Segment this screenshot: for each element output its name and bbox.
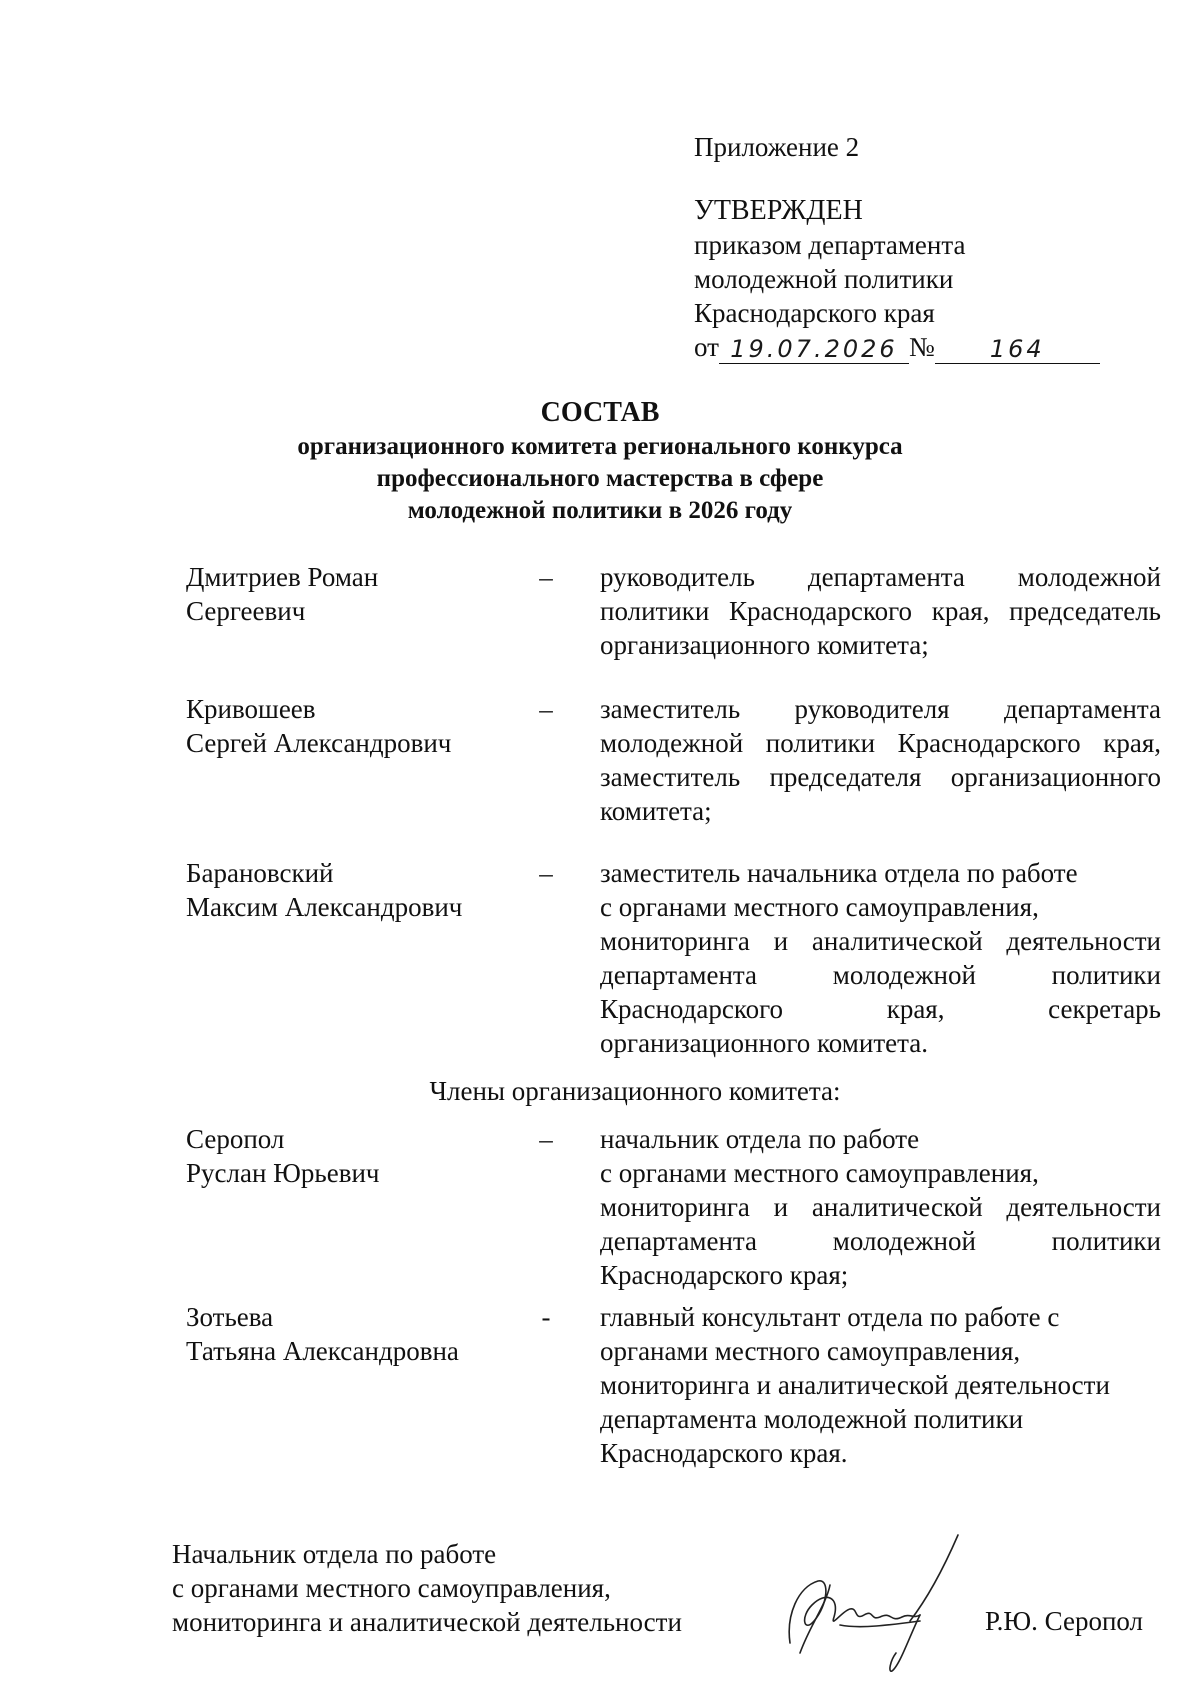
footer-position-line: Начальник отдела по работе [172, 1539, 497, 1569]
dash: – [539, 1124, 553, 1154]
order-date-number [694, 330, 1124, 364]
member-role-line: политики Краснодарского края, председатель [600, 596, 1161, 626]
members-heading: Члены организационного комитета: [429, 1076, 841, 1106]
dash: – [539, 858, 553, 888]
member-role-line: департамента молодежной политики [600, 1226, 1161, 1256]
member-role-line: молодежной политики Краснодарского края, [600, 728, 1161, 758]
signatory-name: Р.Ю. Серопол [985, 1606, 1144, 1636]
member-role-line: заместитель руководителя департамента [600, 694, 1161, 724]
approved-label: УТВЕРЖДЕН [694, 195, 863, 226]
member-role-line: руководитель департамента молодежной [600, 562, 1161, 592]
member-role-line: с органами местного самоуправления, [600, 892, 1039, 922]
member-name [186, 1300, 506, 1368]
number-sign: № [908, 332, 935, 362]
member-role [600, 692, 1161, 828]
title-heading: СОСТАВ [540, 397, 660, 428]
member-role-line: департамента молодежной политики [600, 960, 1161, 990]
signature-icon [770, 1525, 970, 1675]
member-role-line: с органами местного самоуправления, [600, 1158, 1039, 1188]
approval-line-3: Краснодарского края [694, 298, 935, 328]
member-name-line: Руслан Юрьевич [186, 1158, 380, 1188]
member-role-line: органами местного самоуправления, [600, 1336, 1021, 1366]
appendix-label: Приложение 2 [694, 132, 860, 162]
member-name-line: Сергеевич [186, 596, 306, 626]
member-role-line: мониторинга и аналитической деятельности [600, 1192, 1161, 1222]
member-name-line: Сергей Александрович [186, 728, 452, 758]
member-role-line: заместитель председателя организационного [600, 762, 1161, 792]
member-name-line: Зотьева [186, 1302, 274, 1332]
member-role-line: заместитель начальника отдела по работе [600, 858, 1078, 888]
member-role-line: комитета; [600, 796, 712, 826]
member-role-line: начальник отдела по работе [600, 1124, 920, 1154]
order-date: 19.07.2026 [719, 335, 909, 364]
member-name [186, 1122, 506, 1190]
approval-line-1: приказом департамента [694, 230, 966, 260]
member-name-line: Татьяна Александровна [186, 1336, 459, 1366]
member-name-line: Барановский [186, 858, 334, 888]
date-prefix: от [694, 332, 719, 362]
member-role-line: главный консультант отдела по работе с [600, 1302, 1060, 1332]
footer-position-line: мониторинга и аналитической деятельности [172, 1607, 682, 1637]
member-role-line: департамента молодежной политики [600, 1404, 1024, 1434]
member-role-line: Краснодарского края, секретарь [600, 994, 1161, 1024]
member-name-line: Максим Александрович [186, 892, 463, 922]
member-role [600, 1122, 1161, 1292]
member-name [186, 692, 506, 760]
dash: – [539, 562, 553, 592]
member-role-line: организационного комитета. [600, 1028, 928, 1058]
order-number: 164 [935, 335, 1100, 364]
member-role-line: мониторинга и аналитической деятельности [600, 926, 1161, 956]
title-line-3: молодежной политики в 2026 году [407, 497, 793, 524]
member-name [186, 560, 506, 628]
member-name-line: Серопол [186, 1124, 285, 1154]
member-role-line: Краснодарского края. [600, 1438, 848, 1468]
member-role-line: организационного комитета; [600, 630, 929, 660]
dash: – [539, 694, 553, 724]
document-title [0, 395, 1200, 527]
member-role-line: Краснодарского края; [600, 1260, 849, 1290]
dash: - [541, 1302, 551, 1332]
member-role [600, 856, 1161, 1060]
title-line-1: организационного комитета регионального конкурса [297, 433, 903, 460]
footer-position [172, 1537, 732, 1639]
handwritten-signature [770, 1525, 970, 1683]
member-role [600, 1300, 1161, 1470]
title-line-2: профессионального мастерства в сфере [376, 465, 824, 492]
approval-block [694, 130, 1124, 364]
member-name [186, 856, 506, 924]
footer-position-line: с органами местного самоуправления, [172, 1573, 611, 1603]
member-name-line: Дмитриев Роман [186, 562, 379, 592]
member-role-line: мониторинга и аналитической деятельности [600, 1370, 1110, 1400]
approval-line-2: молодежной политики [694, 264, 954, 294]
member-name-line: Кривошеев [186, 694, 316, 724]
member-role [600, 560, 1161, 662]
